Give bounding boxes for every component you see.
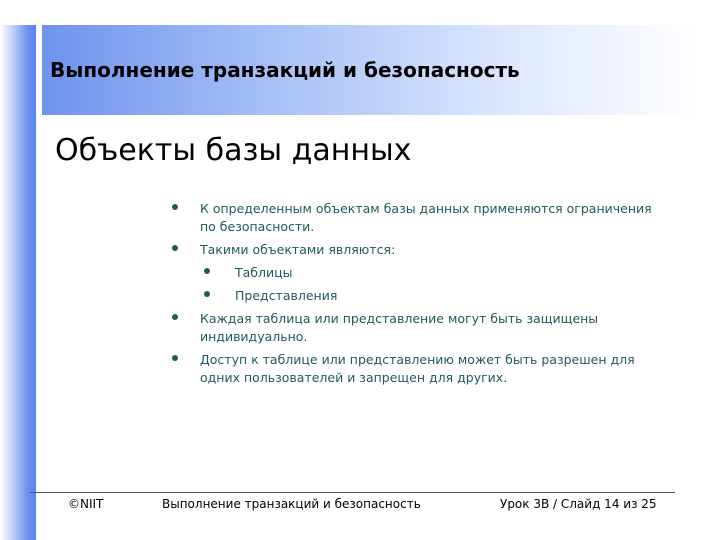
bullet-item [165,351,665,387]
footer-slide-number: Урок 3В / Слайд 14 из 25 [500,497,657,511]
bullet-text: Таблицы [235,265,293,280]
footer-course-title: Выполнение транзакций и безопасность [162,497,421,511]
bullet-text: Доступ к таблице или представлению может быть разрешен для одних пользователей и запрещен для других. [200,352,635,385]
bullet-dot-icon [204,268,210,274]
bullet-dot-icon [172,204,178,210]
bullet-text: К определенным объектам базы данных применяются ограничения по безопасности. [200,201,652,234]
sub-bullet-item [165,264,665,282]
bullet-text: Такими объектами являются: [200,242,396,257]
slide-title: Объекты базы данных [55,133,412,168]
bullet-text: Представления [235,288,338,303]
bullet-item [165,310,665,346]
footer-copyright: ©NIIT [68,497,104,511]
bullet-dot-icon [204,291,210,297]
bullet-item [165,200,665,236]
bullet-item [165,241,665,259]
bullet-dot-icon [172,314,178,320]
bullet-text: Каждая таблица или представление могут быть защищены индивидуально. [200,311,599,344]
sub-bullet-item [165,287,665,305]
bullet-list [165,200,665,392]
footer-divider [30,492,675,493]
bullet-dot-icon [172,245,178,251]
header-title: Выполнение транзакций и безопасность [50,58,520,82]
left-gradient-bar [0,25,36,540]
bullet-dot-icon [172,355,178,361]
